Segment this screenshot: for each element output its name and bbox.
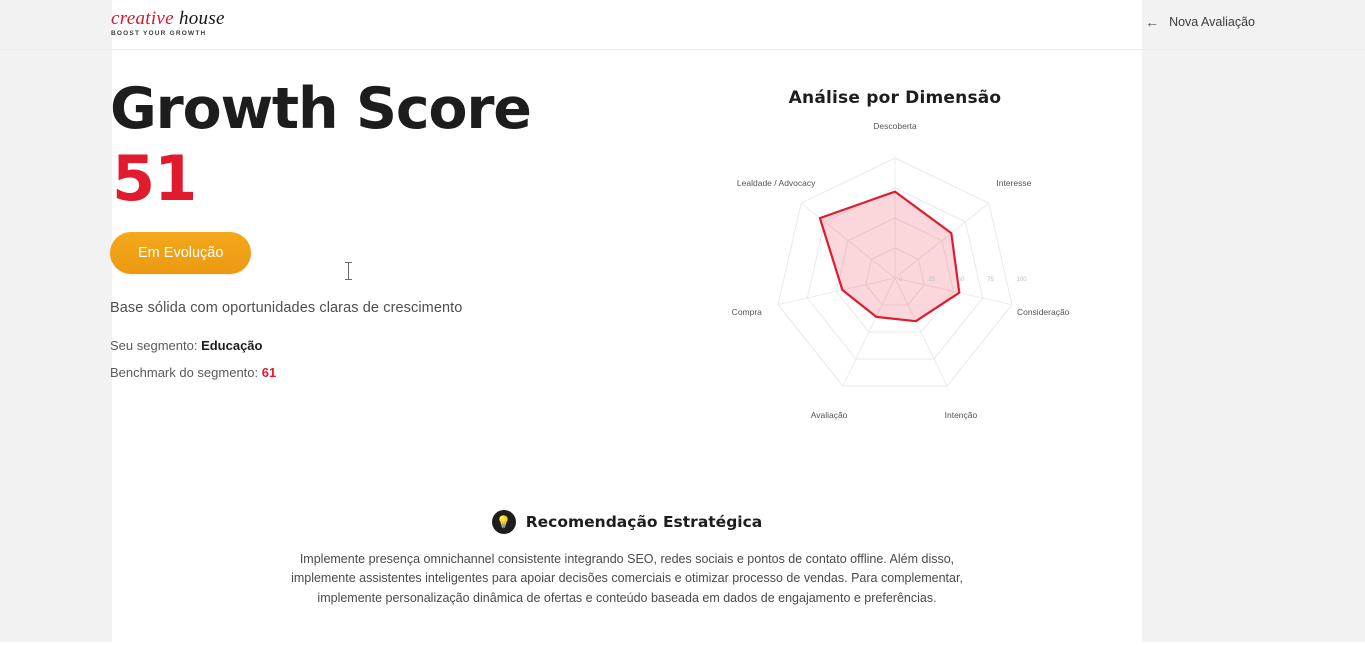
- recommendation-section: [112, 510, 1142, 608]
- score-panel: [110, 76, 580, 380]
- benchmark-value: 61: [261, 364, 277, 380]
- logo-part-house: house: [173, 8, 225, 29]
- svg-text:75: 75: [987, 277, 994, 283]
- chart-title: Análise por Dimensão: [788, 88, 1002, 108]
- recommendation-heading: Recomendação Estratégica: [525, 513, 763, 531]
- page-title: Growth Score: [110, 76, 531, 142]
- brand-logo: [111, 9, 261, 38]
- segment-label: Seu segmento:: [110, 337, 202, 353]
- growth-score-value: 51: [112, 141, 197, 215]
- app-header: [0, 0, 1365, 50]
- radar-label-7: Lealdade / Advocacy: [736, 178, 816, 189]
- radar-series-area: [820, 192, 959, 322]
- svg-text:100: 100: [1016, 277, 1027, 283]
- text-cursor: [348, 262, 349, 280]
- logo-part-ative: ative: [135, 8, 174, 29]
- svg-text:25: 25: [928, 277, 936, 283]
- benchmark-row: [110, 365, 580, 380]
- new-assessment-label: Nova Avaliação: [1169, 15, 1255, 29]
- new-assessment-button[interactable]: [1145, 15, 1255, 29]
- radar-label-3: Consideração: [1016, 306, 1070, 317]
- lightbulb-icon: 💡: [492, 510, 516, 534]
- arrow-left-icon: ←: [1145, 14, 1160, 30]
- radar-label-2: Interesse: [996, 178, 1032, 189]
- segment-value: Educação: [201, 337, 263, 353]
- dimension-chart: [680, 88, 1110, 488]
- logo-tagline: BOOST YOUR GROWTH: [111, 30, 207, 37]
- segment-row: [110, 338, 580, 353]
- score-subtitle: Base sólida com oportunidades claras de crescimento: [110, 299, 463, 316]
- recommendation-body: Implemente presença omnichannel consistente integrando SEO, redes sociais e pontos de contato offline. Além disso, implemente assistentes inteligentes para apoiar decisões comerciais e otimizar processo de vendas. Para complementar, implemente personalização dinâmica de ofertas e conteúdo baseada em dados de engajamento e preferências.: [291, 552, 963, 605]
- radar-label-6: Compra: [731, 306, 762, 317]
- radar-label-1: Descoberta: [873, 121, 917, 131]
- logo-part-cre: cre: [111, 8, 136, 29]
- status-badge[interactable]: Em Evolução: [110, 232, 251, 274]
- recommendation-header: [112, 510, 1142, 534]
- logo-wordmark: [111, 9, 261, 28]
- benchmark-label: Benchmark do segmento:: [110, 364, 262, 380]
- radar-label-5: Avaliação: [810, 409, 848, 420]
- svg-text:50: 50: [957, 277, 965, 283]
- svg-text:0: 0: [899, 277, 903, 283]
- radar-label-4: Intenção: [944, 409, 978, 420]
